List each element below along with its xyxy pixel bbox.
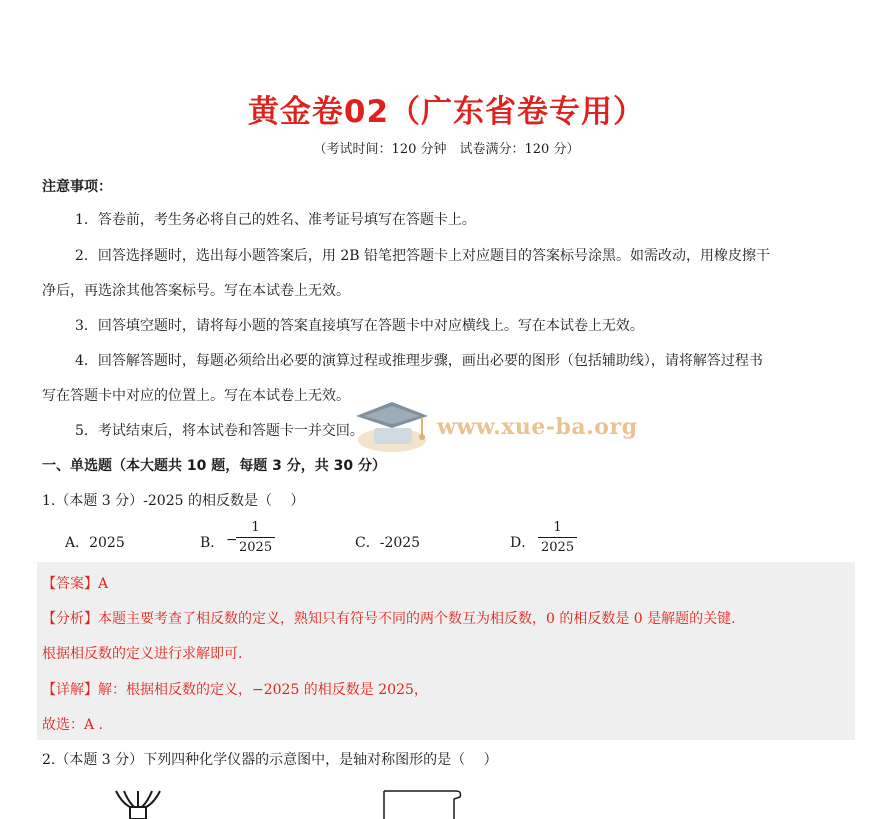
fraction-denominator: 2025: [541, 540, 575, 555]
fraction-numerator: 1: [553, 520, 562, 535]
q1-option-b-sign: −: [226, 532, 238, 548]
notice-item-2-line2: 净后，再选涂其他答案标号。写在本试卷上无效。: [42, 283, 350, 299]
q1-option-d-fraction: [538, 520, 577, 555]
fraction-bar: [236, 537, 275, 538]
q1-detail: 【详解】解：根据相反数的定义，−2025 的相反数是 2025，: [42, 682, 428, 698]
exam-title: 黄金卷02（广东省卷专用）: [247, 94, 646, 130]
q1-answer: 【答案】A: [42, 576, 109, 592]
q1-option-b-label: B．: [200, 535, 225, 551]
fraction-denominator: 2025: [239, 540, 273, 555]
q1-option-c: C．-2025: [355, 535, 421, 551]
notice-item-4-line1: 4．回答解答题时，每题必须给出必要的演算过程或推理步骤，画出必要的图形（包括辅助线），请将解答过程书: [75, 353, 763, 369]
fraction-bar: [538, 537, 577, 538]
watermark-text: www.xue-ba.org: [437, 414, 638, 440]
apparatus-figure-2: [378, 789, 468, 819]
q1-option-a: A．2025: [65, 535, 125, 551]
notice-item-2-line1: 2．回答选择题时，选出每小题答案后，用 2B 铅笔把答题卡上对应题目的答案标号涂黑。如需改动，用橡皮擦干: [75, 248, 771, 264]
notice-item-4-line2: 写在答题卡中对应的位置上。写在本试卷上无效。: [42, 388, 350, 404]
q1-stem: 1.（本题 3 分）-2025 的相反数是（ ）: [42, 493, 305, 509]
notice-item-5: 5．考试结束后，将本试卷和答题卡一并交回。: [75, 423, 364, 439]
fraction-numerator: 1: [251, 520, 260, 535]
notice-item-3: 3．回答填空题时，请将每小题的答案直接填写在答题卡中对应横线上。写在本试卷上无效。: [75, 318, 644, 334]
notice-heading: 注意事项：: [42, 179, 112, 195]
apparatus-figure-1: [108, 789, 168, 819]
q1-choose: 故选：A .: [42, 717, 104, 733]
section1-heading: 一、单选题（本大题共 10 题，每题 3 分，共 30 分）: [42, 458, 386, 474]
q1-option-d-label: D．: [510, 535, 536, 551]
graduation-cap-logo-icon: [352, 396, 432, 458]
notice-item-1: 1．答卷前，考生务必将自己的姓名、准考证号填写在答题卡上。: [75, 212, 476, 228]
q2-stem: 2.（本题 3 分）下列四种化学仪器的示意图中，是轴对称图形的是（ ）: [42, 752, 498, 768]
watermark: [352, 396, 642, 458]
exam-subtitle: （考试时间：120 分钟 试卷满分：120 分）: [313, 142, 580, 157]
q1-analysis-2: 根据相反数的定义进行求解即可.: [42, 646, 243, 662]
q1-option-b-fraction: [236, 520, 275, 555]
q1-analysis: 【分析】本题主要考查了相反数的定义，熟知只有符号不同的两个数互为相反数，0 的相反数是 0 是解题的关键.: [42, 611, 736, 627]
